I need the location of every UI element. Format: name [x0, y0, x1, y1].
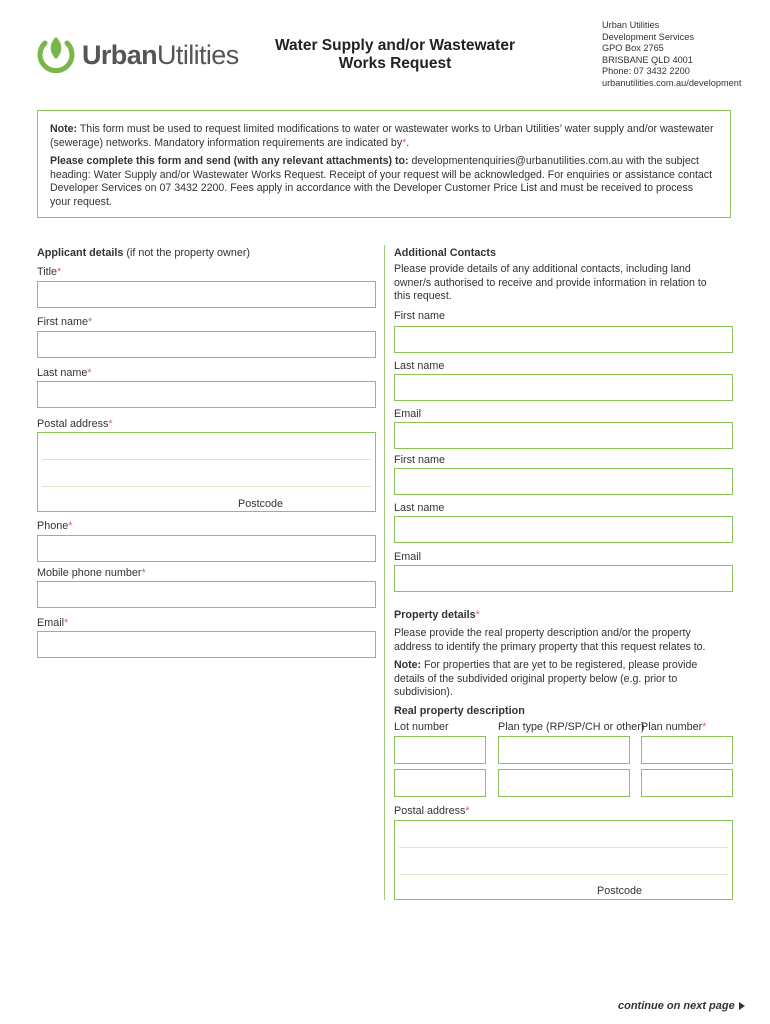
contact1-email-label: Email: [394, 408, 421, 420]
column-divider: [384, 245, 385, 900]
address-line: [42, 486, 371, 487]
property-details-intro: Please provide the real property description and/or the property address to identify the primary property that this request relates to.: [394, 627, 706, 653]
title-label: Title*: [37, 266, 62, 278]
contact2-last-name-label: Last name: [394, 502, 445, 514]
postal-address-label: Postal address*: [37, 418, 113, 430]
arrow-right-icon: [739, 1002, 745, 1010]
applicant-mobile-field[interactable]: [37, 581, 376, 608]
real-property-description-heading: Real property description: [394, 705, 525, 717]
plan-type-label: Plan type (RP/SP/CH or other): [498, 721, 645, 733]
lot-number-field-2[interactable]: [394, 769, 486, 797]
contact1-email-field[interactable]: [394, 422, 733, 449]
logo-mark-icon: [36, 35, 76, 75]
note-box: [37, 110, 731, 218]
plan-type-field-1[interactable]: [498, 736, 630, 764]
submission-instructions: Please complete this form and send (with any relevant attachments) to: developmentenquiries@urbanutilities.com.au with the subject heading: Water Supply and/or Wastewater Works Request. Receipt of your request will be acknowledged. For enquiries or assistance contact Developer Services on 07 3432 2200. Fees apply in accordance with the Developer Customer Price List and must be received to process your request.: [50, 155, 713, 208]
applicant-details-heading: Applicant details (if not the property owner): [37, 247, 251, 259]
address-line: [399, 847, 728, 848]
page-title: Water Supply and/or Wastewater Works Request: [274, 37, 515, 72]
first-name-label: First name*: [37, 316, 93, 328]
applicant-postal-address-field[interactable]: [37, 432, 376, 512]
email-label: Email*: [37, 617, 69, 629]
contact1-last-name-field[interactable]: [394, 374, 733, 401]
plan-number-field-2[interactable]: [641, 769, 733, 797]
property-postcode-label: Postcode: [597, 885, 643, 897]
logo-wordmark: UrbanUtilities: [82, 39, 239, 70]
postcode-label: Postcode: [238, 498, 284, 510]
applicant-last-name-field[interactable]: [37, 381, 376, 408]
urban-utilities-logo: [36, 34, 239, 76]
contact2-first-name-label: First name: [394, 454, 445, 466]
lot-number-field-1[interactable]: [394, 736, 486, 764]
contact1-first-name-label: First name: [394, 310, 445, 322]
contact1-first-name-field[interactable]: [394, 326, 733, 353]
phone-label: Phone*: [37, 520, 73, 532]
property-postal-address-label: Postal address*: [394, 805, 470, 817]
contact-address: Urban Utilities Development Services GPO Box 2765 BRISBANE QLD 4001 Phone: 07 3432 2200 urbanutilities.com.au/development: [602, 20, 742, 88]
applicant-phone-field[interactable]: [37, 535, 376, 562]
lot-number-label: Lot number: [394, 721, 449, 733]
additional-contacts-heading: Additional Contacts: [394, 247, 496, 259]
plan-type-field-2[interactable]: [498, 769, 630, 797]
mobile-label: Mobile phone number*: [37, 567, 146, 579]
applicant-title-field[interactable]: [37, 281, 376, 308]
property-postal-address-field[interactable]: [394, 820, 733, 900]
contact1-last-name-label: Last name: [394, 360, 445, 372]
contact2-first-name-field[interactable]: [394, 468, 733, 495]
contact2-email-label: Email: [394, 551, 421, 563]
plan-number-label: Plan number*: [641, 721, 707, 733]
contact2-last-name-field[interactable]: [394, 516, 733, 543]
last-name-label: Last name*: [37, 367, 92, 379]
property-details-heading: Property details*: [394, 609, 480, 621]
plan-number-field-1[interactable]: [641, 736, 733, 764]
applicant-email-field[interactable]: [37, 631, 376, 658]
additional-contacts-intro: Please provide details of any additional contacts, including land owner/s authorised to receive and provide information in relation to this request.: [394, 263, 707, 302]
contact2-email-field[interactable]: [394, 565, 733, 592]
applicant-first-name-field[interactable]: [37, 331, 376, 358]
continue-next-page: continue on next page: [618, 1000, 745, 1012]
property-note: Note: For properties that are yet to be registered, please provide details of the subdivided original property below (e.g. prior to subdivision).: [394, 659, 698, 698]
note-paragraph: Note: This form must be used to request limited modifications to water or wastewater works to Urban Utilities’ water supply and/or wastewater (sewerage) networks. Mandatory information requirements are indicated by*.: [50, 123, 714, 149]
address-line: [42, 459, 371, 460]
address-line: [399, 874, 728, 875]
